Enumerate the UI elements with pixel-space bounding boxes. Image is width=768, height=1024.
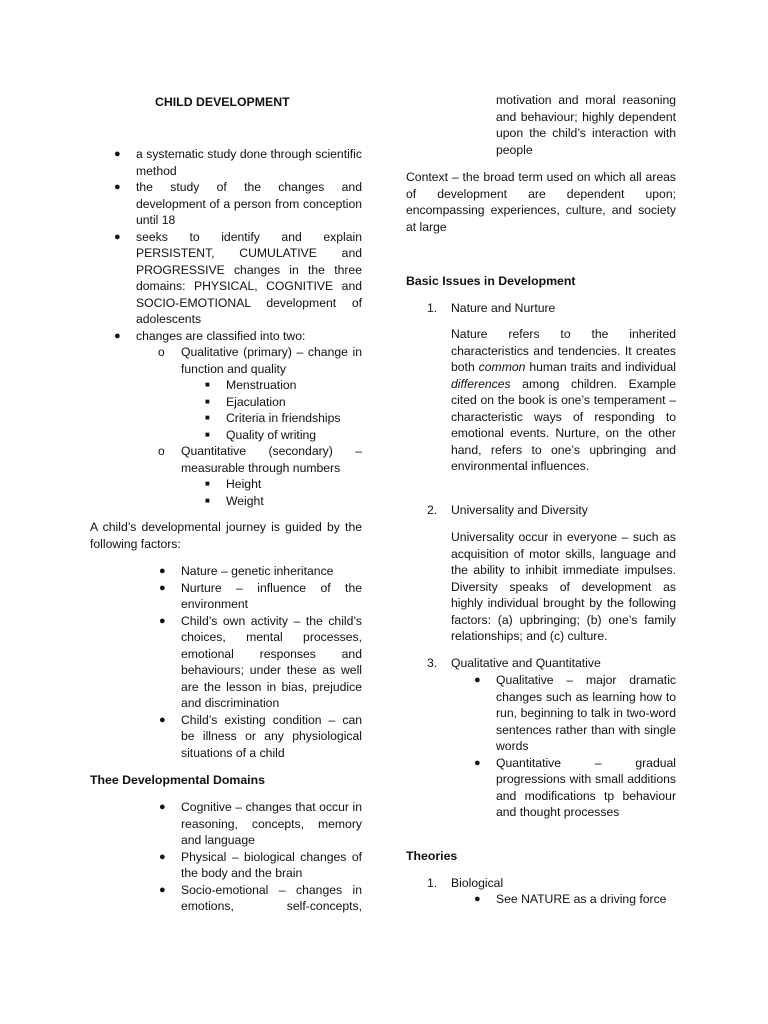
context-paragraph: Context – the broad term used on which all areas of development are dependent upon; encompassing experiences, culture, and society at large bbox=[406, 170, 676, 234]
theory-biological: 1. Biological bbox=[427, 876, 504, 890]
list-item: ● Qualitative – major dramatic changes such as learning how to run, beginning to talk in two-word sentences rather than with single words bbox=[474, 673, 676, 753]
issues-heading: Basic Issues in Development bbox=[406, 274, 576, 288]
list-item: ● seeks to identify and explain PERSISTENT, CUMULATIVE and PROGRESSIVE changes in the three domains: PHYSICAL, COGNITIVE and SOCIO-EMOTIONAL development of adolescents bbox=[114, 229, 362, 326]
domains-list bbox=[159, 799, 362, 915]
list-item: ● a systematic study done through scientific method bbox=[114, 147, 362, 178]
factors-intro: A child’s developmental journey is guided by the following factors: bbox=[90, 520, 362, 551]
o-bullet-icon: o bbox=[158, 345, 165, 359]
square-bullet-icon: ■ bbox=[205, 479, 210, 488]
square-bullet-icon: ■ bbox=[205, 380, 210, 389]
domains-heading: Thee Developmental Domains bbox=[90, 773, 265, 787]
list-item: ● Physical – biological changes of the body and the brain bbox=[159, 849, 362, 880]
list-item: ■ Quality of writing bbox=[205, 427, 317, 442]
list-item: ● Cognitive – changes that occur in reasoning, concepts, memory and language bbox=[159, 800, 362, 847]
list-item: ● Child’s own activity – the child’s choices, mental processes, emotional responses and behaviours; under these as well are the lesson in bias, prejudice and discrimination bbox=[159, 613, 362, 710]
list-item: ■ Menstruation bbox=[205, 378, 297, 392]
square-bullet-icon: ■ bbox=[205, 396, 210, 406]
bullet-icon: ● bbox=[474, 674, 481, 686]
square-bullet-icon: ■ bbox=[205, 413, 210, 422]
theories-heading: Theories bbox=[406, 849, 458, 863]
biological-list bbox=[474, 891, 676, 908]
factors-list bbox=[159, 563, 362, 761]
bullet-icon: ● bbox=[114, 148, 121, 160]
square-bullet-icon: ■ bbox=[205, 429, 210, 439]
qual-quant-list bbox=[474, 672, 676, 821]
change-types-list bbox=[158, 344, 362, 509]
list-item: o Quantitative (secondary) – measurable through numbers ■ Height ■ Weight bbox=[158, 444, 362, 508]
bullet-icon: ● bbox=[159, 713, 166, 726]
list-item: ■ Criteria in friendships bbox=[205, 411, 341, 425]
bullet-icon: ● bbox=[114, 181, 121, 193]
issue-qualitative-quantitative: 3. Qualitative and Quantitative bbox=[427, 656, 601, 670]
list-item: ● Nurture – influence of the environment bbox=[159, 580, 362, 611]
issue-nature-nurture: 1. Nature and Nurture bbox=[427, 301, 556, 315]
intro-list bbox=[114, 146, 362, 344]
list-item: ● changes are classified into two: bbox=[114, 328, 306, 343]
bullet-icon: ● bbox=[114, 230, 121, 243]
list-item: ● Nature – genetic inheritance bbox=[159, 564, 334, 578]
list-item: ● See NATURE as a driving force bbox=[474, 892, 667, 906]
bullet-icon: ● bbox=[474, 893, 481, 905]
issue-universality-diversity: 2. Universality and Diversity bbox=[427, 503, 588, 517]
quantitative-items bbox=[205, 476, 362, 509]
bullet-icon: ● bbox=[159, 801, 166, 813]
list-item: ■ Ejaculation bbox=[205, 394, 286, 409]
bullet-icon: ● bbox=[159, 883, 166, 896]
list-item: ● Socio-emotional – changes in emotions, self-concepts, bbox=[159, 882, 362, 913]
bullet-icon: ● bbox=[159, 565, 166, 577]
bullet-icon: ● bbox=[159, 581, 166, 594]
domains-continued: motivation and moral reasoning and behaviour; highly dependent upon the child’s interaction with people bbox=[496, 93, 676, 157]
list-item: o Qualitative (primary) – change in function and quality ■ Menstruation ■ Ejaculation ■ Criteria in friendships ■ Quality of writing bbox=[158, 345, 362, 442]
page-title: CHILD DEVELOPMENT bbox=[155, 95, 290, 109]
list-item: ● the study of the changes and development of a person from conception until 18 bbox=[114, 180, 362, 227]
bullet-icon: ● bbox=[474, 756, 481, 769]
nature-paragraph: Nature refers to the inherited characteristics and tendencies. It creates both common human traits and individual differences among children. Example cited on the book is one’s temperament – characteristic ways of responding to emotional events. Nurture, on the other hand, refers to one’s upbringing and environmental influences. bbox=[451, 327, 676, 473]
o-bullet-icon: o bbox=[158, 444, 165, 458]
bullet-icon: ● bbox=[159, 614, 166, 627]
bullet-icon: ● bbox=[114, 329, 121, 342]
list-item: ■ Weight bbox=[205, 493, 264, 508]
universality-paragraph: Universality occur in everyone – such as acquisition of motor skills, language and the ability to inhibit immediate impulses. Diversity speaks of development as highly individual brought by the following factors: (a) upbringing; (b) one’s family relationships; and (c) culture. bbox=[451, 530, 676, 643]
bullet-icon: ● bbox=[159, 850, 166, 863]
list-item: ● Quantitative – gradual progressions with small additions and modifications tp behaviour and thought processes bbox=[474, 755, 676, 819]
square-bullet-icon: ■ bbox=[205, 495, 210, 505]
list-item: ● Child’s existing condition – can be illness or any physiological situations of a child bbox=[159, 712, 362, 760]
list-item: ■ Height bbox=[205, 477, 262, 491]
